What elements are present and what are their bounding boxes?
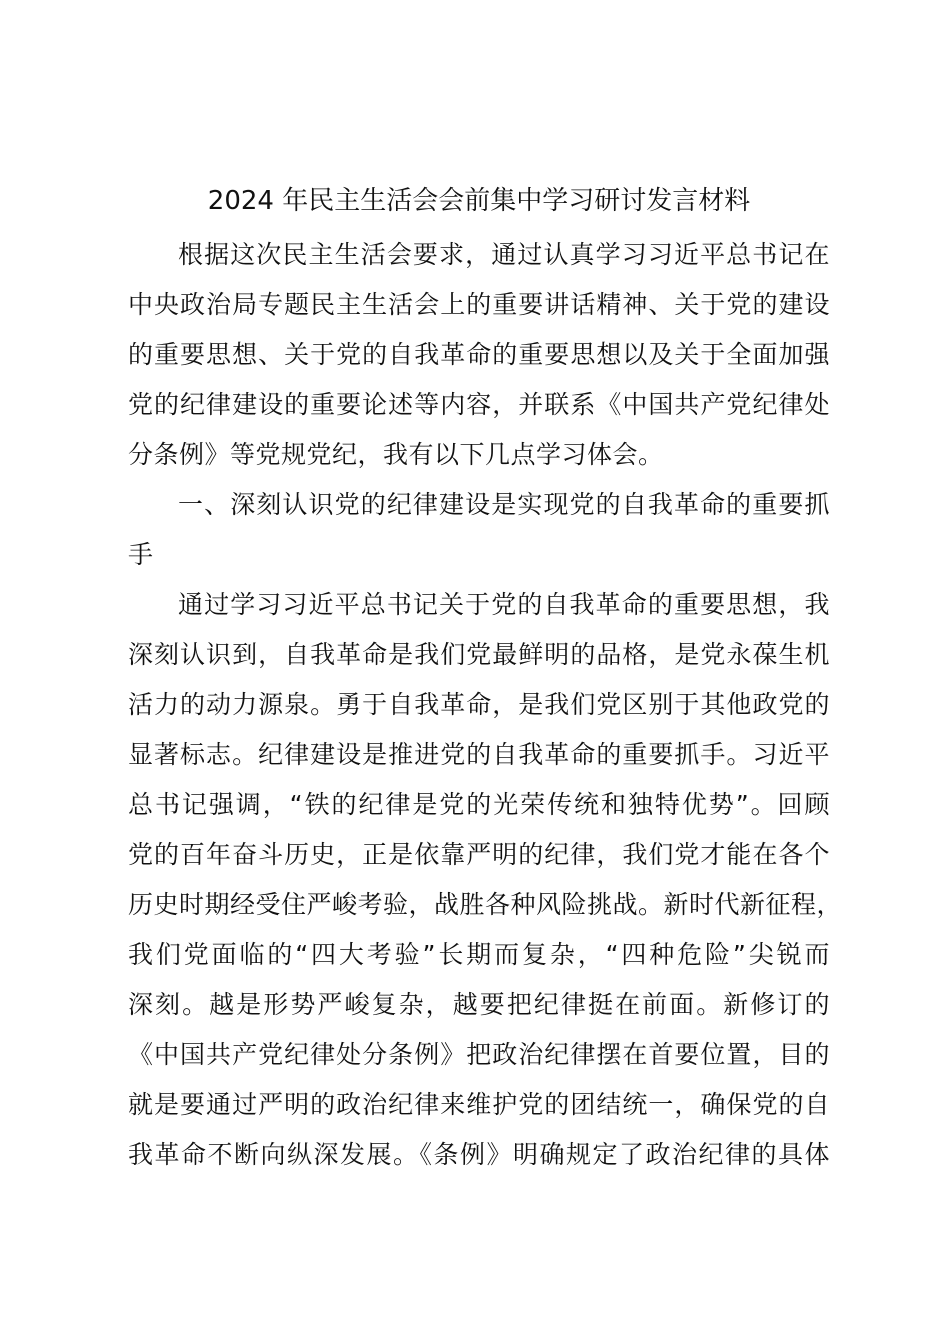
paragraph-3-line-7: 历史时期经受住严峻考验，战胜各种风险挑战。新时代新征程， — [128, 890, 843, 919]
paragraph-3-line-1: 通过学习习近平总书记关于党的自我革命的重要思想，我 — [178, 590, 830, 619]
paragraph-1-line-3: 的重要思想、关于党的自我革命的重要思想以及关于全面加强 — [128, 340, 830, 369]
section-heading-line-2: 手 — [128, 540, 154, 569]
paragraph-3-line-6: 党的百年奋斗历史，正是依靠严明的纪律，我们党才能在各个 — [128, 840, 830, 869]
paragraph-3-line-12: 我革命不断向纵深发展。《条例》明确规定了政治纪律的具体 — [128, 1140, 830, 1169]
paragraph-3-line-8: 我们党面临的“四大考验”长期而复杂，“四种危险”尖锐而 — [128, 940, 830, 969]
document-title: 2024 年民主生活会会前集中学习研讨发言材料 — [207, 186, 751, 216]
paragraph-1-line-5: 分条例》等党规党纪，我有以下几点学习体会。 — [128, 440, 664, 469]
paragraph-3-line-10: 《中国共产党纪律处分条例》把政治纪律摆在首要位置，目的 — [128, 1040, 830, 1069]
paragraph-3-line-2: 深刻认识到，自我革命是我们党最鲜明的品格，是党永葆生机 — [128, 640, 830, 669]
paragraph-3-line-11: 就是要通过严明的政治纪律来维护党的团结统一，确保党的自 — [128, 1090, 830, 1119]
section-heading-line-1: 一、深刻认识党的纪律建设是实现党的自我革命的重要抓 — [178, 490, 830, 519]
paragraph-1-line-2: 中央政治局专题民主生活会上的重要讲话精神、关于党的建设 — [128, 290, 830, 319]
paragraph-1-line-1: 根据这次民主生活会要求，通过认真学习习近平总书记在 — [178, 240, 830, 269]
paragraph-3-line-5: 总书记强调，“铁的纪律是党的光荣传统和独特优势”。回顾 — [128, 790, 830, 819]
paragraph-3-line-4: 显著标志。纪律建设是推进党的自我革命的重要抓手。习近平 — [128, 740, 830, 769]
paragraph-3-line-3: 活力的动力源泉。勇于自我革命，是我们党区别于其他政党的 — [128, 690, 830, 719]
paragraph-3-line-9: 深刻。越是形势严峻复杂，越要把纪律挺在前面。新修订的 — [128, 990, 830, 1019]
paragraph-1-line-4: 党的纪律建设的重要论述等内容，并联系《中国共产党纪律处 — [128, 390, 830, 419]
